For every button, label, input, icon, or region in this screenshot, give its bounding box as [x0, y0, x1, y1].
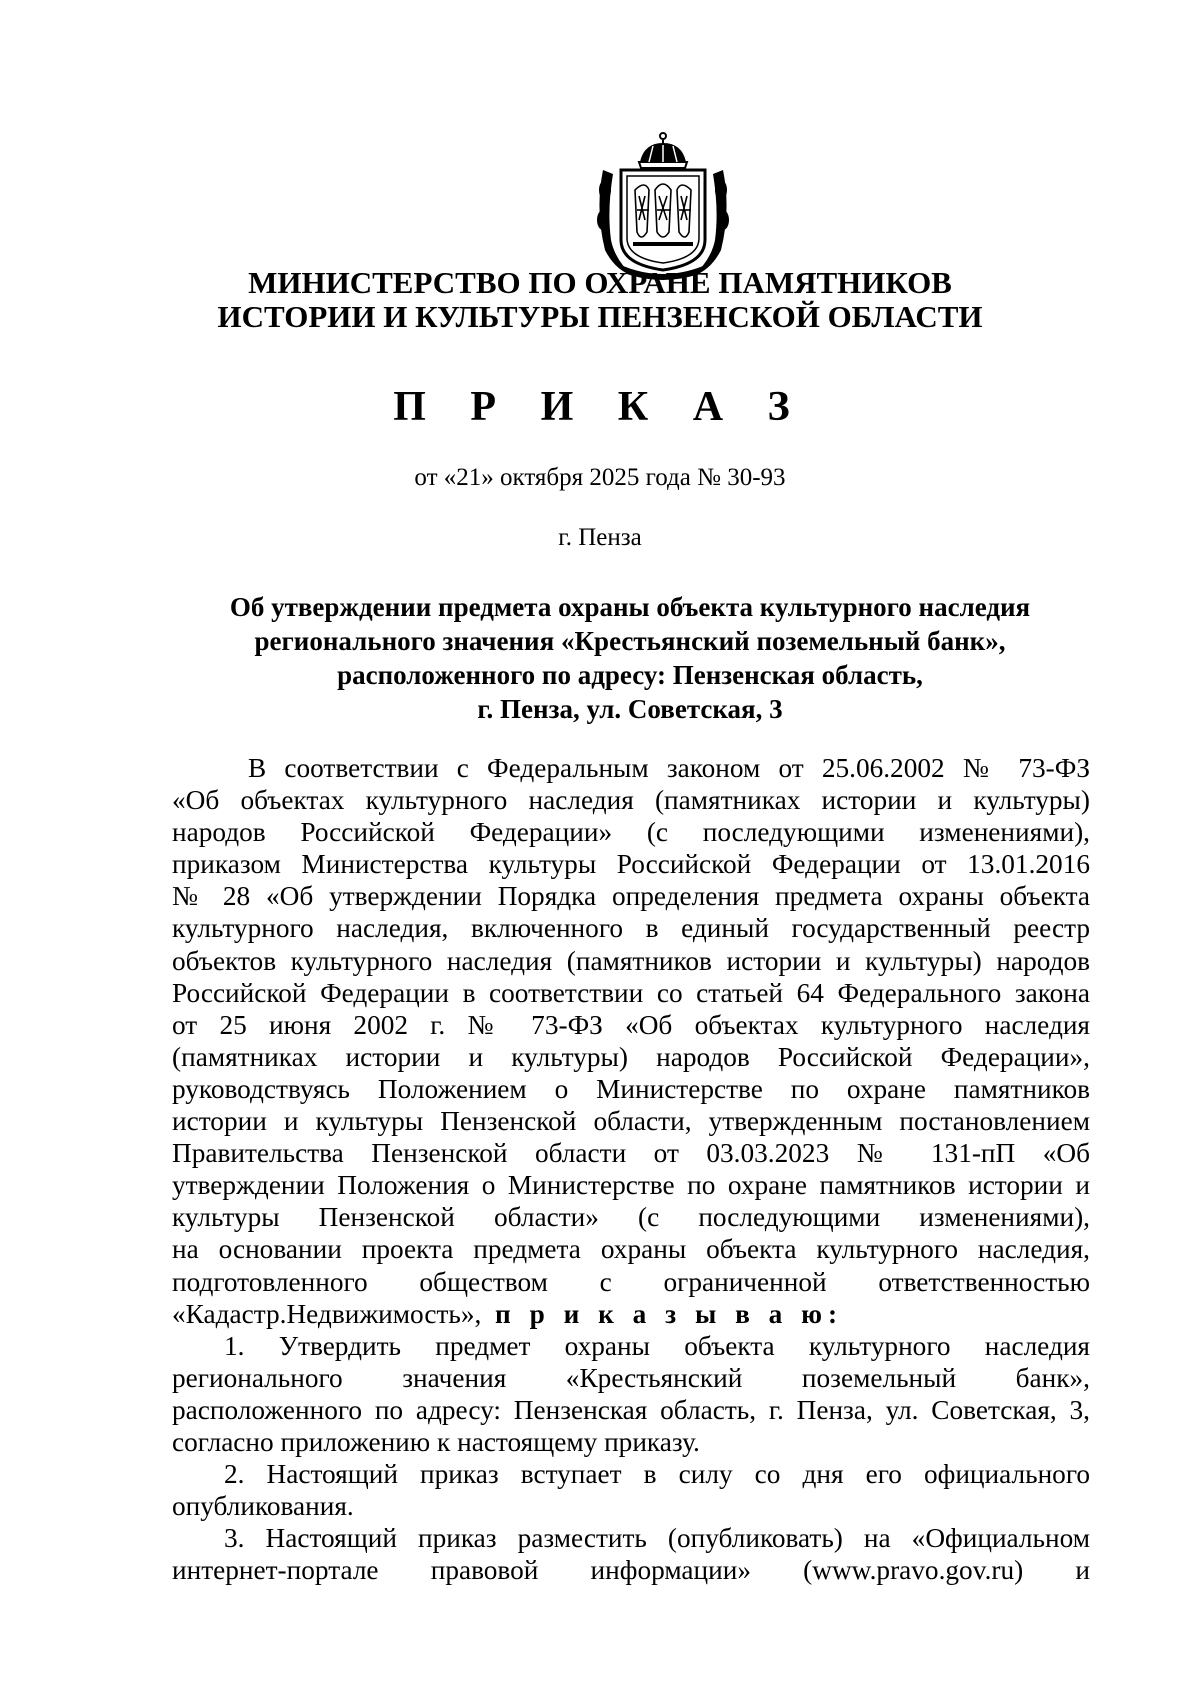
- preamble-line: от 25 июня 2002 г. № 73-ФЗ «Об объектах культурного наследия: [172, 1009, 1090, 1040]
- preamble-paragraph: [172, 752, 1090, 1330]
- preamble-line: (памятниках истории и культуры) народов Российской Федерации»,: [172, 1041, 1090, 1072]
- document-body: [172, 752, 1090, 1586]
- preamble-line: подготовленного обществом с ограниченной ответственностью: [172, 1266, 1090, 1297]
- document-subject: [170, 590, 1090, 726]
- subject-line: Об утверждении предмета охраны объекта культурного наследия: [229, 592, 1031, 622]
- preamble-line: «Об объектах культурного наследия (памятниках истории и культуры): [172, 785, 1090, 816]
- preamble-line: руководствуясь Положением о Министерстве по охране памятников: [172, 1073, 1090, 1104]
- ministry-name-line1: МИНИСТЕРСТВО ПО ОХРАНЕ ПАМЯТНИКОВ: [248, 265, 952, 300]
- order-item-3: [172, 1522, 1090, 1586]
- date-number: от «21» октября 2025 года № 30-93: [414, 464, 786, 491]
- document-type-title: П Р И К А З: [393, 384, 807, 430]
- preamble-line: утверждении Положения о Министерстве по охране памятников истории и: [172, 1170, 1090, 1201]
- decree-word: п р и к а з ы в а ю:: [495, 1298, 844, 1329]
- preamble-line: объектов культурного наследия (памятников истории и культуры) народов: [172, 945, 1090, 976]
- preamble-line: культурного наследия, включенного в единый государственный реестр: [172, 913, 1090, 944]
- preamble-line: народов Российской Федерации» (с последующими изменениями),: [172, 817, 1090, 848]
- preamble-line: на основании проекта предмета охраны объекта культурного наследия,: [172, 1234, 1090, 1265]
- subject-line: г. Пенза, ул. Советская, 3: [477, 694, 783, 724]
- item-line: 3. Настоящий приказ разместить (опубликовать) на «Официальном: [224, 1523, 1090, 1554]
- item-line: интернет-портале правовой информации» (www.pravo.gov.ru) и: [172, 1555, 1090, 1586]
- preamble-last-text: «Кадастр.Недвижимость»,: [172, 1298, 482, 1329]
- preamble-last-line: [172, 1298, 1090, 1330]
- preamble-line: Правительства Пензенской области от 03.03.2023 № 131-пП «Об: [172, 1138, 1090, 1169]
- order-item-1: [172, 1330, 1090, 1458]
- preamble-line: приказом Министерства культуры Российской Федерации от 13.01.2016: [172, 849, 1090, 880]
- item-line: расположенного по адресу: Пензенская область, г. Пенза, ул. Советская, 3,: [172, 1394, 1090, 1425]
- subject-line: регионального значения «Крестьянский поземельный банк»,: [254, 626, 1006, 656]
- order-item-2: [172, 1458, 1090, 1522]
- preamble-line: В соответствии с Федеральным законом от 25.06.2002 № 73-ФЗ: [248, 753, 1090, 783]
- ministry-name-line2: ИСТОРИИ И КУЛЬТУРЫ ПЕНЗЕНСКОЙ ОБЛАСТИ: [217, 299, 983, 334]
- item-line: 1. Утвердить предмет охраны объекта культурного наследия: [224, 1330, 1090, 1361]
- preamble-line: № 28 «Об утверждении Порядка определения предмета охраны объекта: [172, 881, 1090, 912]
- preamble-line: истории и культуры Пензенской области, утвержденным постановлением: [172, 1106, 1090, 1137]
- subject-line: расположенного по адресу: Пензенская область,: [337, 660, 923, 690]
- item-line: согласно приложению к настоящему приказу.: [172, 1426, 700, 1457]
- preamble-line: культуры Пензенской области» (с последующими изменениями),: [172, 1202, 1090, 1233]
- item-line: опубликования.: [172, 1491, 354, 1522]
- item-line: регионального значения «Крестьянский поземельный банк»,: [172, 1362, 1090, 1393]
- preamble-line: Российской Федерации в соответствии со статьей 64 Федерального закона: [172, 977, 1090, 1008]
- item-line: 2. Настоящий приказ вступает в силу со дня его официального: [224, 1459, 1090, 1490]
- city: г. Пенза: [558, 524, 642, 551]
- coat-of-arms-emblem: [593, 130, 733, 280]
